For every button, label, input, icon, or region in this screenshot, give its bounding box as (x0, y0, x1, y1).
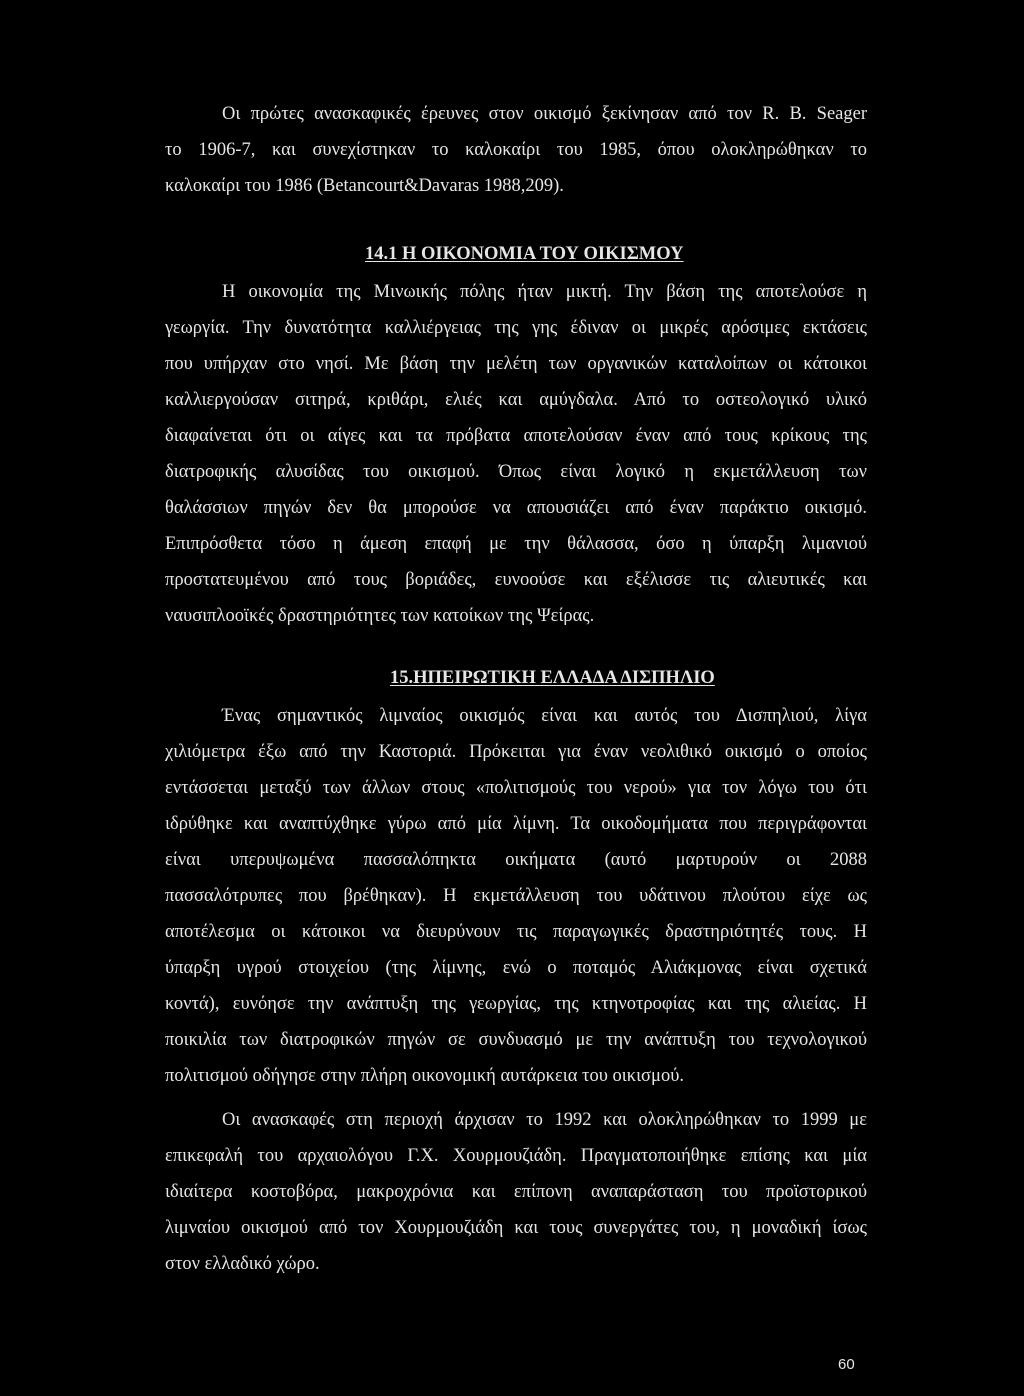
s15-p1-line-10: ποικιλία των διατροφικών πηγών σε συνδυασμό με την ανάπτυξη του τεχνολογικού (165, 1030, 867, 1050)
s15-p1-line-8: ύπαρξη υγρού στοιχείου (της λίμνης, ενώ ο ποταμός Αλιάκμονας είναι σχετικά (165, 958, 867, 978)
s14-line-3: που υπήρχαν στο νησί. Με βάση την μελέτη των οργανικών καταλοίπων οι κάτοικοι (165, 354, 867, 374)
page-number: 60 (838, 1356, 855, 1373)
s15-p2-line-5: στον ελλαδικό χώρο. (165, 1254, 320, 1274)
s15-p1-line-1: Ένας σημαντικός λιμναίος οικισμός είναι και αυτός του Δισπηλιού, λίγα (222, 706, 867, 726)
s15-p2-line-3: ιδιαίτερα κοστοβόρα, μακροχρόνια και επίπονη αναπαράσταση του προϊστορικού (165, 1182, 867, 1202)
section-15-heading: 15.ΗΠΕΙΡΩΤΙΚΗ ΕΛΛΑΔΑ ΔΙΣΠΗΛΙΟ (390, 668, 715, 688)
s14-line-5: διαφαίνεται ότι οι αίγες και τα πρόβατα αποτελούσαν έναν από τους κρίκους της (165, 426, 867, 446)
intro-line-2: το 1906-7, και συνεχίστηκαν το καλοκαίρι του 1985, όπου ολοκληρώθηκαν το (165, 140, 867, 160)
s15-p1-line-2: χιλιόμετρα έξω από την Καστοριά. Πρόκειται για έναν νεολιθικό οικισμό ο οποίος (165, 742, 867, 762)
s14-line-2: γεωργία. Την δυνατότητα καλλιέργειας της γης έδιναν οι μικρές αρόσιμες εκτάσεις (165, 318, 867, 338)
s14-line-1: Η οικονομία της Μινωικής πόλης ήταν μικτή. Την βάση της αποτελούσε η (222, 282, 867, 302)
s14-line-4: καλλιεργούσαν σιτηρά, κριθάρι, ελιές και αμύγδαλα. Από το οστεολογικό υλικό (165, 390, 867, 410)
s15-p2-line-4: λιμναίου οικισμού από τον Χουρμουζιάδη και τους συνεργάτες του, η μοναδική ίσως (165, 1218, 867, 1238)
s14-line-8: Επιπρόσθετα τόσο η άμεση επαφή με την θάλασσα, όσο η ύπαρξη λιμανιού (165, 534, 867, 554)
s15-p2-line-1: Οι ανασκαφές στη περιοχή άρχισαν το 1992 και ολοκληρώθηκαν το 1999 με (222, 1110, 867, 1130)
s15-p1-line-9: κοντά), ευνόησε την ανάπτυξη της γεωργίας, της κτηνοτροφίας και της αλιείας. Η (165, 994, 867, 1014)
s15-p1-line-5: είναι υπερυψωμένα πασσαλόπηκτα οικήματα (αυτό μαρτυρούν οι 2088 (165, 850, 867, 870)
intro-line-3: καλοκαίρι του 1986 (Betancourt&Davaras 1988,209). (165, 176, 564, 196)
s15-p1-line-3: εντάσσεται μεταξύ των άλλων στους «πολιτισμούς του νερού» για τον λόγω του ότι (165, 778, 867, 798)
s15-p1-line-6: πασσαλότρυπες που βρέθηκαν). Η εκμετάλλευση του υδάτινου πλούτου είχε ως (165, 886, 867, 906)
s15-p1-line-4: ιδρύθηκε και αναπτύχθηκε γύρω από μία λίμνη. Τα οικοδομήματα που περιγράφονται (165, 814, 867, 834)
intro-line-1: Οι πρώτες ανασκαφικές έρευνες στον οικισμό ξεκίνησαν από τον R. B. Seager (222, 104, 867, 124)
s14-line-6: διατροφικής αλυσίδας του οικισμού. Όπως είναι λογικό η εκμετάλλευση των (165, 462, 867, 482)
s15-p1-line-11: πολιτισμού οδήγησε στην πλήρη οικονομική αυτάρκεια του οικισμού. (165, 1066, 684, 1086)
section-14-heading: 14.1 Η ΟΙΚΟΝΟΜΙΑ ΤΟΥ ΟΙΚΙΣΜΟΥ (365, 244, 684, 264)
s14-line-7: θαλάσσιων πηγών δεν θα μπορούσε να απουσιάζει από έναν παράκτιο οικισμό. (165, 498, 867, 518)
s14-line-10: ναυσιπλοοϊκές δραστηριότητες των κατοίκων της Ψείρας. (165, 606, 595, 626)
s14-line-9: προστατευμένου από τους βοριάδες, ευνοούσε και εξέλισσε τις αλιευτικές και (165, 570, 867, 590)
s15-p2-line-2: επικεφαλή του αρχαιολόγου Γ.Χ. Χουρμουζιάδη. Πραγματοποιήθηκε επίσης και μία (165, 1146, 867, 1166)
s15-p1-line-7: αποτέλεσμα οι κάτοικοι να διευρύνουν τις παραγωγικές δραστηριότητές τους. Η (165, 922, 867, 942)
